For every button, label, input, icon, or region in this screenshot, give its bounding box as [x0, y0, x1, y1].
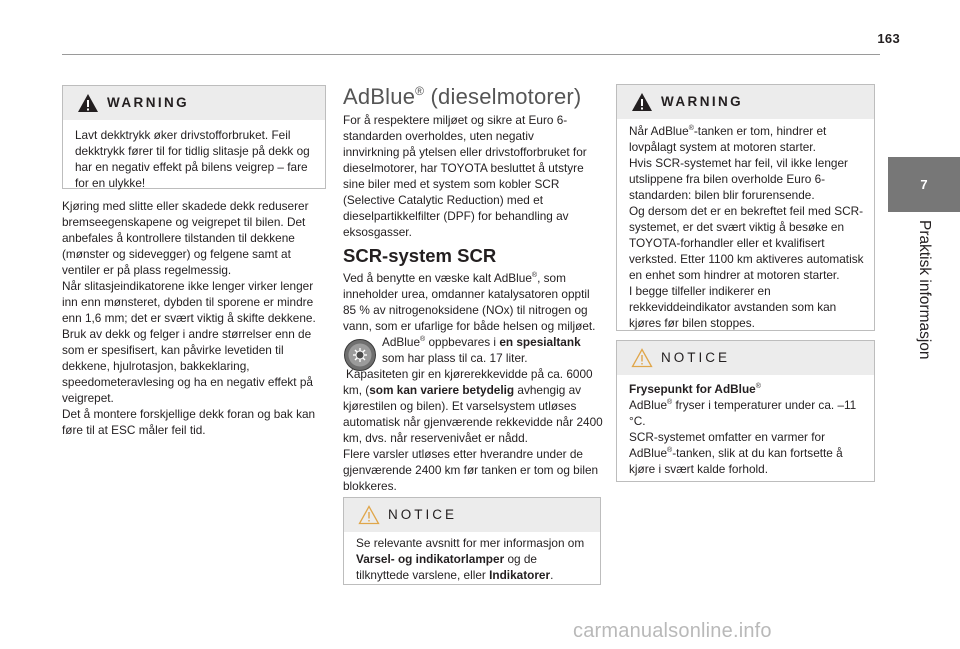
section-heading-adblue: [343, 84, 581, 110]
chapter-tab[interactable]: 7: [888, 157, 960, 212]
notice-box-freezing: [616, 340, 875, 482]
notice-title: NOTICE: [661, 350, 731, 365]
warning-box-tyre-pressure: [62, 85, 326, 189]
text-run: Når AdBlue: [629, 124, 689, 138]
notice-text: [356, 535, 592, 583]
text-run: oppbevares i: [425, 335, 500, 349]
text-run: og de tilknyttede varslene, eller: [356, 552, 537, 582]
notice-subheading: [629, 381, 866, 397]
text-run: Ved å benytte en væske kalt AdBlue: [343, 271, 532, 285]
paragraph: Og dersom det er en bekreftet feil med SCR-systemet, er det svært viktig å besøke en TOYOTA-forhandler eller et kvalifisert verksted. Etter 1100 km aktiveres automatisk en enhet som hindrer at motoren starter.: [629, 204, 864, 282]
warning-title: WARNING: [661, 94, 744, 109]
page-number: 163: [877, 31, 900, 46]
paragraph: Hvis SCR-systemet har feil, vil ikke lenger utslippene fra bilen overholde Euro 6-standarden: bilen blir forurensende.: [629, 156, 848, 202]
caution-triangle-icon: [631, 348, 653, 368]
scr-paragraph-1: [343, 270, 601, 334]
registered-mark: ®: [667, 447, 673, 454]
text-run: -tanken, slik at du kan fortsette å kjøre i svært kalde forhold.: [629, 446, 843, 476]
chapter-label: [886, 220, 960, 360]
text-run: Kapasiteten gir en kjørerekkevidde på ca. 6000 km, (: [343, 367, 593, 397]
header-divider: [62, 54, 880, 55]
text-run: avhengig av kjørestilen og bilen). Et varselsystem utløses automatisk når gjenværende rekkevidde når 2400 km, dvs. når reservenivået er nådd.: [343, 383, 603, 445]
text-run: SCR-systemet omfatter en varmer for AdBlue: [629, 430, 826, 460]
warning-text: [629, 123, 866, 331]
warning-triangle-icon: [631, 92, 653, 112]
paragraph: Bruk av dekk og felger i andre størrelser enn de som er spesifisert, kan påvirke levetiden til dekkene, hjulrotasjon, bakkeklaring, speedometeravlesing og ha en negativ effekt på veigrepet.: [62, 327, 313, 405]
registered-mark: ®: [420, 336, 426, 343]
scr-paragraph-2: [382, 334, 602, 366]
scr-paragraph-3: [343, 366, 603, 446]
paragraph: [629, 429, 866, 477]
bold-text: Varsel- og indikatorlamper: [356, 552, 505, 566]
warning-title: WARNING: [107, 95, 190, 110]
adblue-intro: For å respektere miljøet og sikre at Euro 6-standarden overholdes, uten negativ innvirkning på ytelsen eller drivstofforbruket for dieselmotorer, har TOYOTA besluttet å utstyre sine biler med et system som kobler SCR (Selective Catalytic Reduction) med et dieselpartikkelfilter (DPF) for behandling av eksosgasser.: [343, 113, 587, 239]
registered-mark: ®: [415, 84, 425, 98]
notice-box-adblue: [343, 497, 601, 585]
registered-mark: ®: [688, 125, 694, 132]
bold-text: Indikatorer: [489, 568, 551, 582]
warning-text: Lavt dekktrykk øker drivstofforbruket. Feil dekktrykk fører til for tidlig slitasje på dekk og har en negativ effekt på bilens veigrep – fare for en ulykke!: [75, 128, 310, 190]
paragraph: [629, 397, 866, 429]
warning-triangle-icon: [77, 93, 99, 113]
notice-text: [629, 381, 866, 477]
warning-box-header: [63, 86, 325, 120]
tyre-condition-text: [62, 198, 328, 438]
text-run: som har plass til ca. 17 liter.: [382, 351, 528, 365]
text-run: , som inneholder urea, omdanner katalysatoren opptil 85 % av nitrogenoksidene (NOx) til nitrogen og vann, som er ufarlige for både helsen og miljøet.: [343, 271, 596, 333]
notice-box-header: [617, 341, 874, 375]
section-heading-scr: SCR-system SCR: [343, 245, 497, 266]
registered-mark: ®: [531, 272, 538, 279]
scr-paragraph-4: Flere varsler utløses etter hverandre under de gjenværende 2400 km før tanken er tom og bilen blokkeres.: [343, 447, 599, 493]
bold-text: som kan variere betydelig: [369, 383, 515, 397]
warning-box-adblue-empty: [616, 84, 875, 331]
registered-mark: ®: [755, 383, 761, 390]
bold-text: en spesialtank: [499, 335, 581, 349]
text-run: AdBlue: [382, 335, 421, 349]
paragraph: [629, 123, 866, 155]
paragraph: Kjøring med slitte eller skadede dekk reduserer bremseegenskapene og veigrepet til bilen. Det anbefales å kontrollere tilstanden til dekkene (mønster og sidevegger) og felgene samt at ventiler er på plass regelmessig.: [62, 199, 309, 277]
text-run: -tanken er tom, hindrer et lovpålagt system at motoren starter.: [629, 124, 827, 154]
warning-box-header: [617, 85, 874, 119]
paragraph: Når slitasjeindikatorene ikke lenger virker lenger inn enn mønsteret, dybden til sporene er mindre enn 1,6 mm; det er svært viktig å skifte dekkene.: [62, 279, 316, 325]
chapter-title: Praktisk informasjon: [916, 220, 933, 360]
caution-triangle-icon: [358, 505, 380, 525]
heading-main: AdBlue: [343, 84, 416, 109]
notice-box-header: [344, 498, 600, 532]
heading-rest: (dieselmotorer): [424, 84, 582, 109]
paragraph: I begge tilfeller indikerer en rekkeviddeindikator avstanden som kan kjøres før bilen stoppes.: [629, 284, 837, 330]
text-run: Se relevante avsnitt for mer informasjon om: [356, 536, 585, 550]
notice-title: NOTICE: [388, 507, 458, 522]
text-run: AdBlue: [629, 398, 668, 412]
registered-mark: ®: [667, 399, 673, 406]
text-run: .: [550, 568, 554, 582]
watermark: carmanualsonline.info: [573, 620, 772, 642]
text-run: fryser i temperaturer under ca. –11 °C.: [629, 398, 857, 428]
paragraph: Det å montere forskjellige dekk foran og bak kan føre til at ESC måler feil tid.: [62, 407, 316, 437]
bold-text: Frysepunkt for AdBlue: [629, 382, 756, 396]
